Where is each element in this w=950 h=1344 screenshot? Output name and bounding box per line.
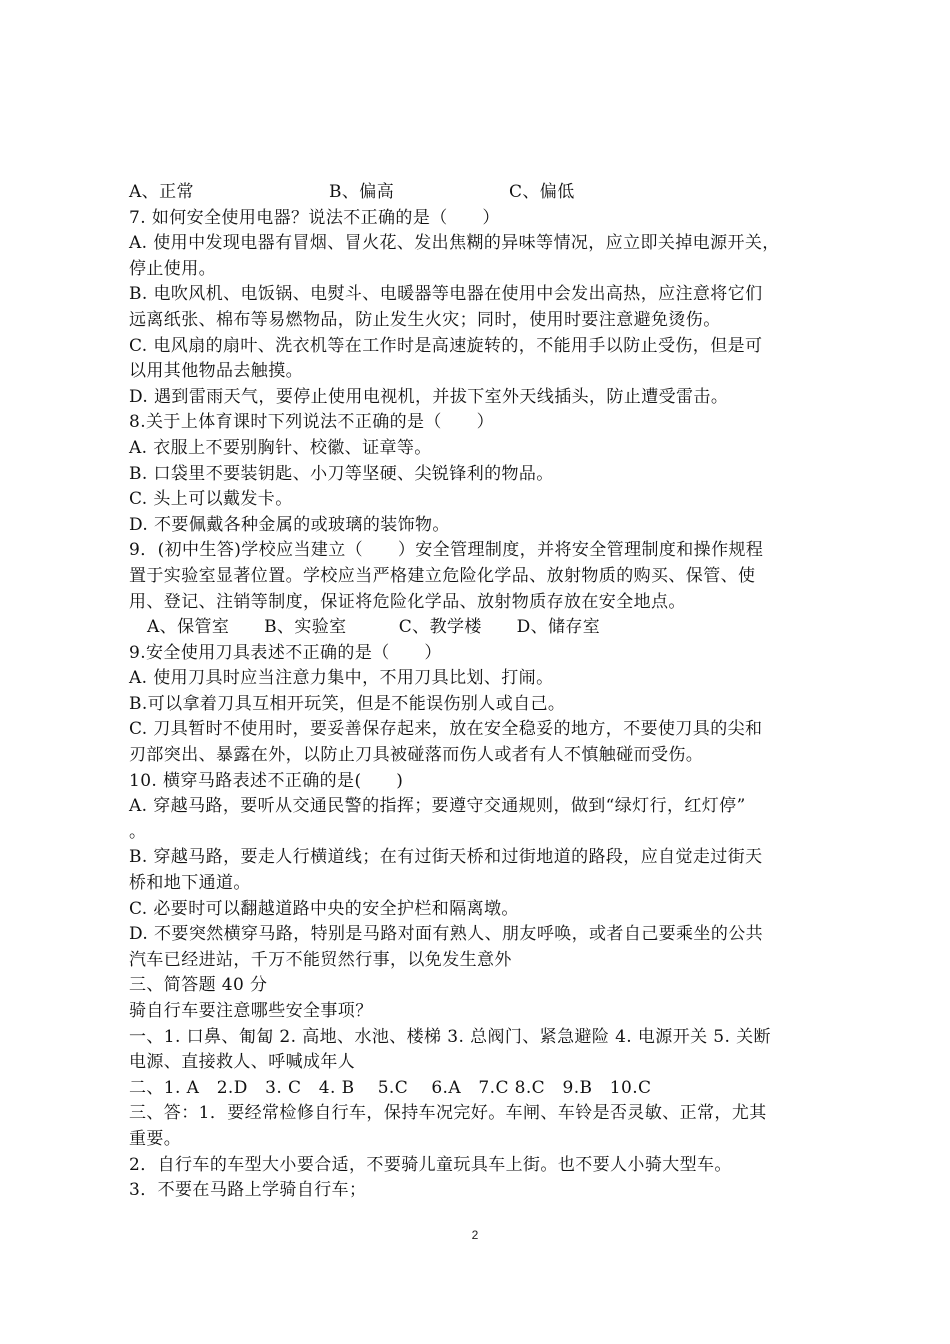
question-9-option-c: C. 刀具暂时不使用时，要妥善保存起来，放在安全稳妥的地方，不要使刀具的尖和 (129, 719, 763, 740)
question-10-option-a: A. 穿越马路，要听从交通民警的指挥；要遵守交通规则，做到“绿灯行，红灯停” (129, 796, 746, 817)
question-8-option-a: A. 衣服上不要别胸针、校徽、证章等。 (129, 437, 432, 458)
question-9: 9.安全使用刀具表述不正确的是（ ） (129, 642, 442, 663)
question-10-option-b-cont: 桥和地下通道。 (129, 873, 251, 894)
question-7-option-b: B. 电吹风机、电饭锅、电熨斗、电暖器等电器在使用中会发出高热，应注意将它们 (129, 284, 763, 305)
page-number: 2 (471, 1228, 479, 1242)
question-7-option-a: A. 使用中发现电器有冒烟、冒火花、发出焦糊的异味等情况，应立即关掉电源开关， (129, 233, 780, 254)
question-8-option-b: B. 口袋里不要装钥匙、小刀等坚硬、尖锐锋利的物品。 (129, 463, 554, 484)
question-9-option-b: B.可以拿着刀具互相开玩笑，但是不能误伤别人或自己。 (129, 693, 566, 714)
question-6-options (129, 180, 849, 206)
answer-key-part-1: 一、1. 口鼻、匍匐 2. 高地、水池、楼梯 3. 总阀门、紧急避险 4. 电源开关 5. 关断 (129, 1026, 771, 1047)
option-b: B、偏高 (329, 182, 395, 202)
question-10-option-a-cont: 。 (129, 821, 147, 842)
question-7-option-d: D. 遇到雷雨天气，要停止使用电视机，并拔下室外天线插头，防止遭受雷击。 (129, 386, 729, 407)
answer-key-part-1-cont: 电源、直接救人、呼喊成年人 (129, 1052, 356, 1073)
question-9-junior-options: A、保管室 B、实验室 C、教学楼 D、储存室 (147, 617, 601, 638)
question-10-option-d-cont: 汽车已经进站，千万不能贸然行事，以免发生意外 (129, 949, 512, 970)
question-9-option-a: A. 使用刀具时应当注意力集中，不用刀具比划、打闹。 (129, 668, 554, 689)
question-7: 7. 如何安全使用电器？说法不正确的是（ ） (129, 207, 500, 228)
section-3-question: 骑自行车要注意哪些安全事项？ (129, 1001, 373, 1021)
answer-key-part-3-item-3: 3．不要在马路上学骑自行车； (129, 1180, 367, 1201)
section-3-heading: 三、简答题 40 分 (129, 975, 268, 996)
question-9-junior: 9．(初中生答)学校应当建立（ ）安全管理制度，并将安全管理制度和操作规程 (129, 540, 764, 561)
answer-key-part-2: 二、1. A 2.D 3. C 4. B 5.C 6.A 7.C 8.C 9.B 10.C (129, 1077, 652, 1098)
question-10-option-c: C. 必要时可以翻越道路中央的安全护栏和隔离墩。 (129, 898, 519, 919)
question-7-option-a-cont: 停止使用。 (129, 258, 216, 279)
option-c: C、偏低 (509, 182, 575, 202)
question-9-junior-cont-1: 置于实验室显著位置。学校应当严格建立危险化学品、放射物质的购买、保管、使 (129, 565, 756, 586)
question-8: 8.关于上体育课时下列说法不正确的是（ ） (129, 412, 495, 433)
answer-key-part-3-cont: 重要。 (129, 1128, 182, 1149)
question-7-option-b-cont: 远离纸张、棉布等易燃物品，防止发生火灾；同时，使用时要注意避免烫伤。 (129, 309, 721, 330)
answer-key-part-3-item-2: 2．自行车的车型大小要合适，不要骑儿童玩具车上街。也不要人小骑大型车。 (129, 1154, 732, 1175)
question-8-option-d: D. 不要佩戴各种金属的或玻璃的装饰物。 (129, 514, 450, 535)
question-10: 10. 横穿马路表述不正确的是( ) (129, 770, 404, 791)
question-7-option-c: C. 电风扇的扇叶、洗衣机等在工作时是高速旋转的，不能用手以防止受伤，但是可 (129, 335, 763, 356)
question-9-junior-cont-2: 用、登记、注销等制度，保证将危险化学品、放射物质存放在安全地点。 (129, 591, 686, 612)
question-9-option-c-cont: 刃部突出、暴露在外，以防止刀具被碰落而伤人或者有人不慎触碰而受伤。 (129, 745, 704, 766)
option-a: A、正常 (129, 182, 194, 202)
page-content (129, 180, 849, 1204)
question-10-option-b: B. 穿越马路，要走人行横道线；在有过街天桥和过街地道的路段，应自觉走过街天 (129, 847, 763, 868)
question-7-option-c-cont: 以用其他物品去触摸。 (129, 361, 303, 382)
question-10-option-d: D. 不要突然横穿马路，特别是马路对面有熟人、朋友呼唤，或者自己要乘坐的公共 (129, 924, 764, 945)
answer-key-part-3: 三、答：1．要经常检修自行车，保持车况完好。车闸、车铃是否灵敏、正常，尤其 (129, 1103, 767, 1124)
question-8-option-c: C. 头上可以戴发卡。 (129, 489, 293, 510)
